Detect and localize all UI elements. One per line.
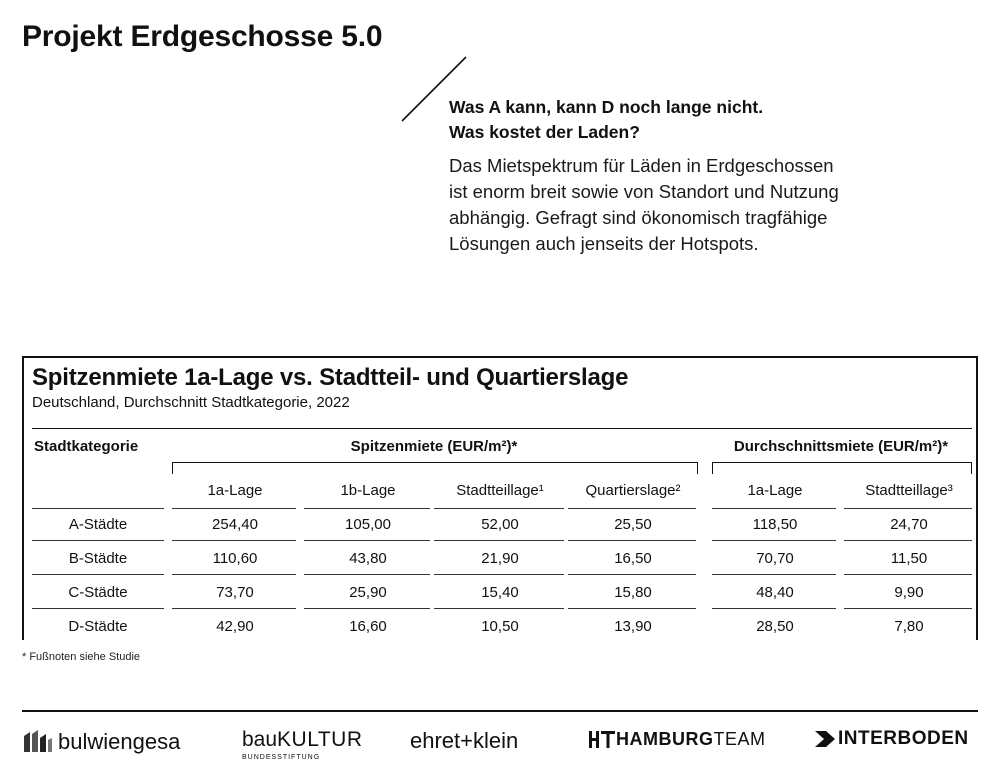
row-divider <box>844 608 972 609</box>
table-cell: 15,40 <box>481 584 519 601</box>
table-cell: 10,50 <box>481 618 519 635</box>
row-divider <box>172 540 296 541</box>
row-divider <box>712 540 836 541</box>
table-cell: 28,50 <box>756 618 794 635</box>
logo-ehret-klein <box>410 728 518 754</box>
intro-body-line-4: Lösungen auch jenseits der Hotspots. <box>449 233 759 254</box>
table-cell: 7,80 <box>894 618 924 635</box>
footer-rule <box>22 710 978 712</box>
intro-headline <box>449 95 969 145</box>
intro-body <box>449 153 969 257</box>
table-cell: 16,60 <box>349 618 387 635</box>
ehret-klein-wordmark: ehret+klein <box>410 728 519 753</box>
table-cell: 42,90 <box>216 618 254 635</box>
table-cell: 16,50 <box>614 550 652 567</box>
table-subtitle: Deutschland, Durchschnitt Stadtkategorie, 2022 <box>32 394 350 411</box>
intro-body-line-1: Das Mietspektrum für Läden in Erdgeschossen <box>449 155 834 176</box>
row-label: D-Städte <box>68 618 128 635</box>
row-divider <box>844 574 972 575</box>
table-cell: 73,70 <box>216 584 254 601</box>
row-divider <box>568 574 696 575</box>
row-divider <box>712 608 836 609</box>
logo-bulwiengesa <box>22 728 180 756</box>
col-header-durch-stadtteillage: Stadtteillage³ <box>865 482 953 499</box>
baukultur-wordmark-b: KULTUR <box>277 728 363 751</box>
row-label: A-Städte <box>68 516 128 533</box>
baukultur-subline: BUNDESSTIFTUNG <box>242 754 321 761</box>
row-divider <box>32 608 164 609</box>
hamburgteam-mark-icon <box>588 728 616 750</box>
footnote: * Fußnoten siehe Studie <box>22 651 141 663</box>
row-divider <box>434 608 564 609</box>
intro-headline-line-1: Was A kann, kann D noch lange nicht. <box>449 97 764 117</box>
intro-headline-line-2: Was kostet der Laden? <box>449 122 640 142</box>
table-cell: 48,40 <box>756 584 794 601</box>
row-divider <box>32 540 164 541</box>
row-divider <box>304 608 430 609</box>
hamburgteam-wordmark-a: HAMBURG <box>616 728 714 749</box>
rent-table-frame <box>22 356 978 640</box>
page-title: Projekt Erdgeschosse 5.0 <box>22 20 383 53</box>
header-durchschnittsmiete: Durchschnittsmiete (EUR/m²)* <box>733 438 949 455</box>
row-divider <box>172 608 296 609</box>
durchschnittsmiete-bracket <box>712 462 972 474</box>
col-header-quartierslage: Quartierslage² <box>585 482 681 499</box>
row-divider <box>568 508 696 509</box>
table-cell: 254,40 <box>212 516 258 533</box>
table-cell: 24,70 <box>890 516 928 533</box>
table-cell: 21,90 <box>481 550 519 567</box>
row-divider <box>32 574 164 575</box>
row-divider <box>434 574 564 575</box>
row-divider <box>568 540 696 541</box>
table-cell: 13,90 <box>614 618 652 635</box>
row-divider <box>172 508 296 509</box>
row-divider <box>844 540 972 541</box>
table-cell: 105,00 <box>345 516 391 533</box>
table-cell: 15,80 <box>614 584 652 601</box>
spitzenmiete-bracket <box>172 462 698 474</box>
table-cell: 70,70 <box>756 550 794 567</box>
row-label: C-Städte <box>68 584 128 601</box>
row-divider <box>304 540 430 541</box>
table-cell: 9,90 <box>894 584 924 601</box>
logo-hamburgteam <box>588 728 766 750</box>
row-divider <box>844 508 972 509</box>
col-header-durch-1a-lage: 1a-Lage <box>747 482 803 499</box>
bulwiengesa-wordmark: bulwiengesa <box>58 729 181 754</box>
table-cell: 110,60 <box>212 550 258 567</box>
table-header-rule <box>32 428 972 429</box>
interboden-wordmark: INTERBODEN <box>838 728 969 749</box>
table-cell: 52,00 <box>481 516 519 533</box>
intro-block <box>449 95 969 257</box>
header-spitzenmiete: Spitzenmiete (EUR/m²)* <box>350 438 518 455</box>
col-header-1a-lage: 1a-Lage <box>207 482 263 499</box>
logo-interboden <box>814 728 969 750</box>
row-divider <box>568 608 696 609</box>
intro-body-line-2: ist enorm breit sowie von Standort und Nutzung <box>449 181 839 202</box>
table-cell: 25,90 <box>349 584 387 601</box>
col-header-stadtteillage: Stadtteillage¹ <box>456 482 544 499</box>
bulwiengesa-mark-icon <box>22 728 54 756</box>
row-divider <box>712 574 836 575</box>
row-divider <box>434 540 564 541</box>
row-label: B-Städte <box>68 550 128 567</box>
table-cell: 25,50 <box>614 516 652 533</box>
interboden-arrow-icon <box>814 730 836 748</box>
row-divider <box>304 574 430 575</box>
header-stadtkategorie: Stadtkategorie <box>34 438 139 455</box>
row-divider <box>172 574 296 575</box>
row-divider <box>712 508 836 509</box>
row-divider <box>304 508 430 509</box>
table-cell: 118,50 <box>752 516 798 533</box>
baukultur-wordmark-a: bau <box>242 728 278 751</box>
logo-baukultur <box>242 728 363 761</box>
col-header-1b-lage: 1b-Lage <box>340 482 396 499</box>
table-title: Spitzenmiete 1a-Lage vs. Stadtteil- und Quartierslage <box>32 364 629 391</box>
row-divider <box>32 508 164 509</box>
intro-body-line-3: abhängig. Gefragt sind ökonomisch tragfähige <box>449 207 828 228</box>
row-divider <box>434 508 564 509</box>
hamburgteam-wordmark-b: TEAM <box>713 728 766 749</box>
table-cell: 43,80 <box>349 550 387 567</box>
table-cell: 11,50 <box>890 550 928 567</box>
